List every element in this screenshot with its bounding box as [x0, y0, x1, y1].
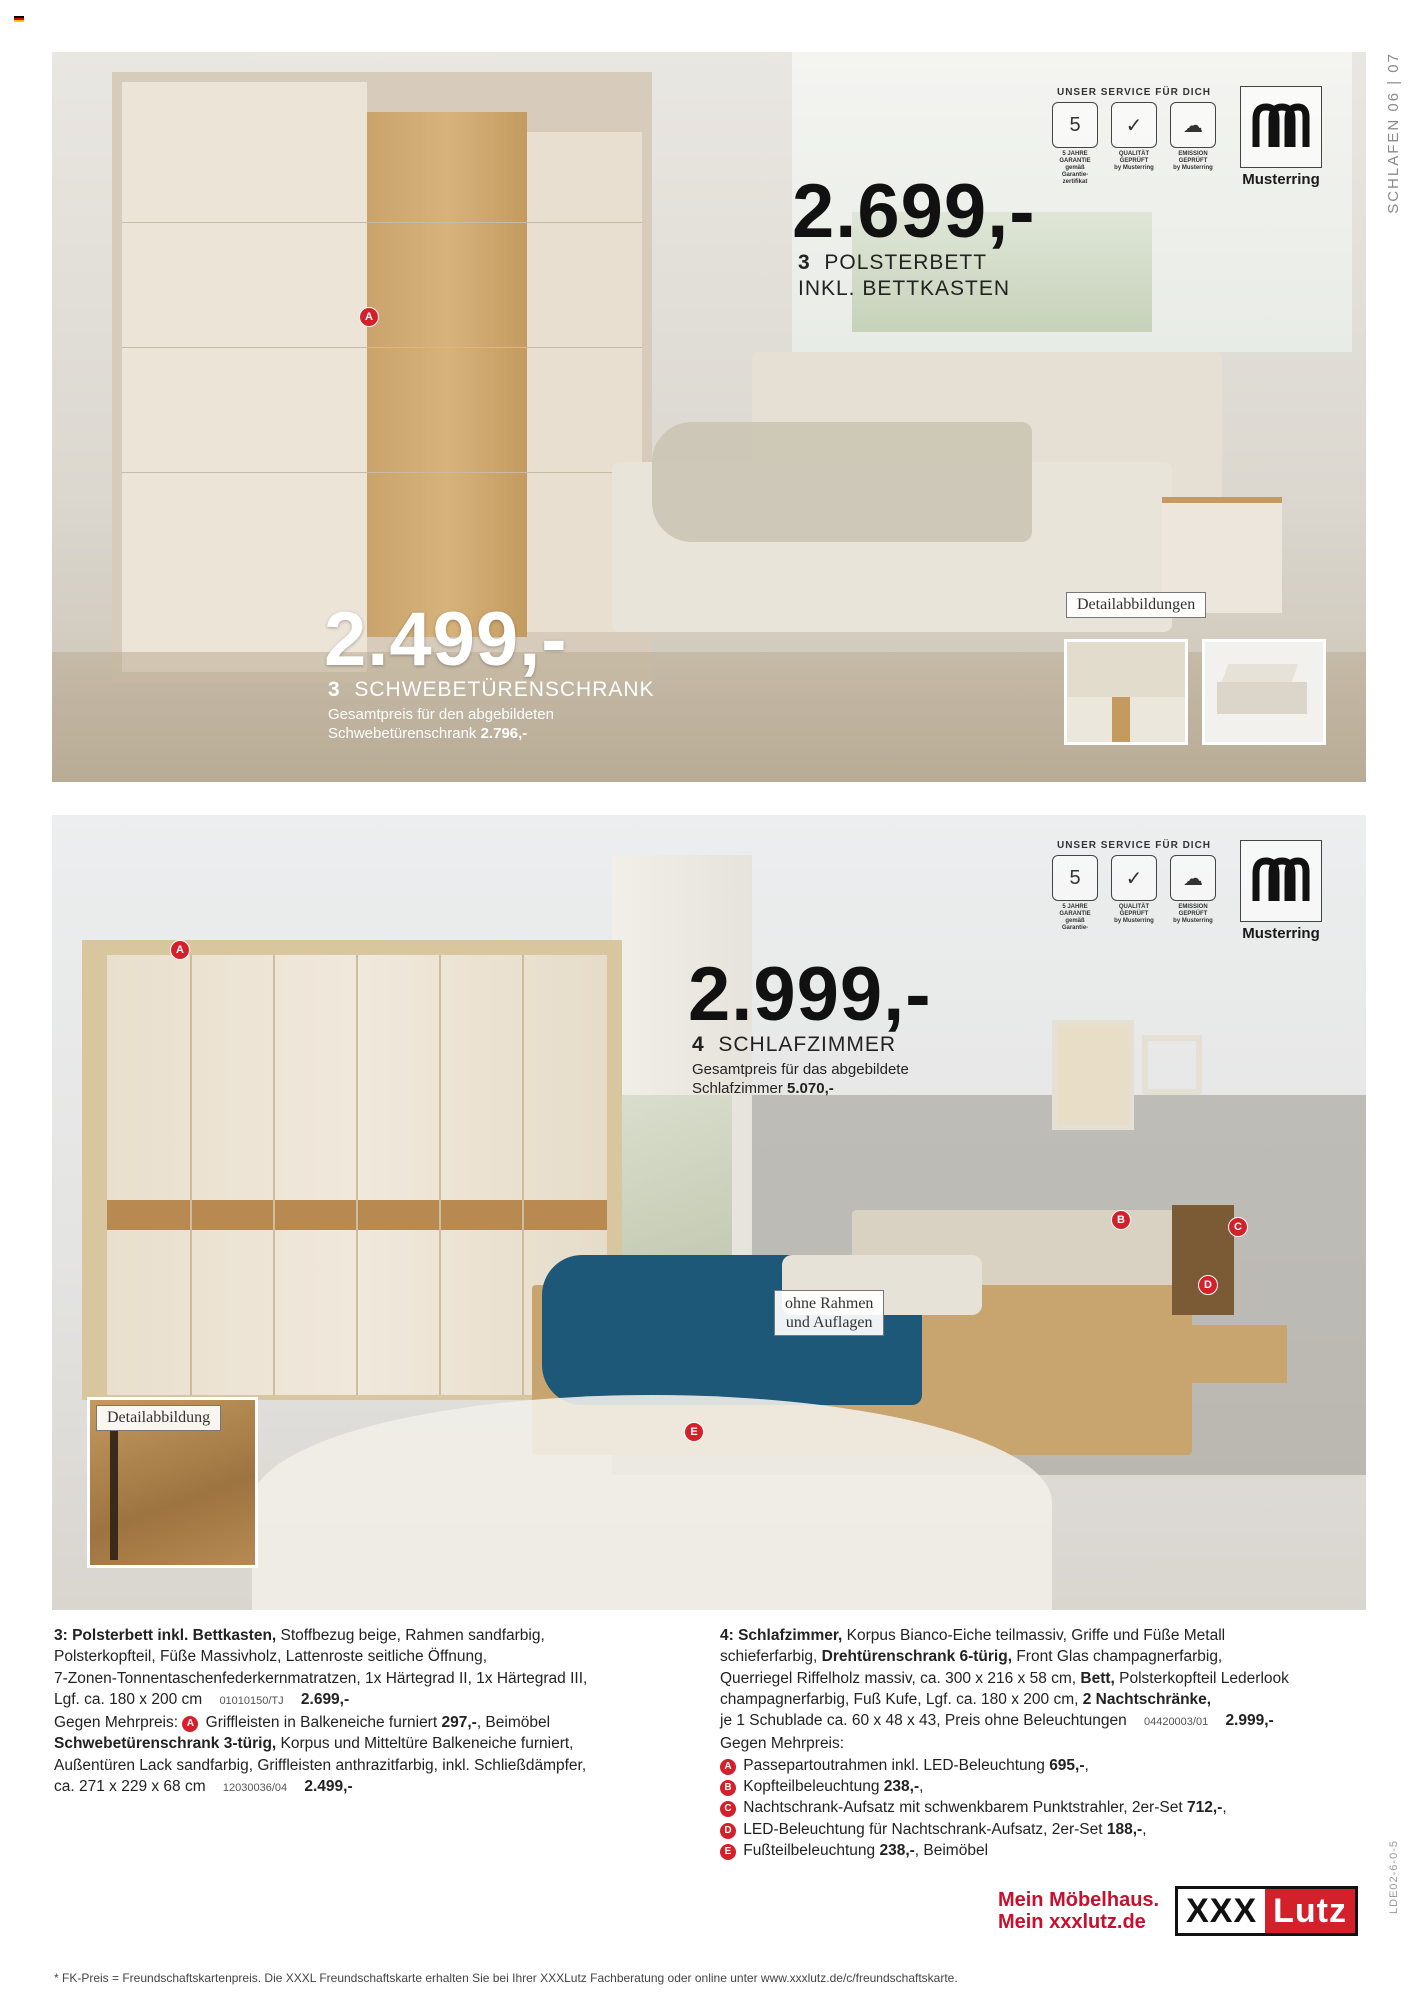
wall-frame: [1142, 1035, 1202, 1095]
service-title: UNSER SERVICE FÜR DICH: [1056, 87, 1212, 98]
quality-icon: ✓: [1111, 102, 1157, 148]
musterring-logo-2: Musterring: [1238, 840, 1324, 942]
xxxlutz-logo: XXX Lutz: [1175, 1886, 1358, 1936]
price-bed: 2.699,-: [792, 169, 1036, 254]
product-bedroom: 4 SCHLAFZIMMER: [692, 1033, 897, 1056]
service-badges-2: UNSER SERVICE FÜR DICH 5 5 JAHRE GARANTIE gemäß Garantie- ✓ QUALITÄT GEPRÜFT by Musterring ☁ EMISSION GEPRÜFT by Musterring: [1052, 840, 1216, 932]
emission-icon: ☁: [1170, 102, 1216, 148]
page-code: LDE02-6-0-5: [1388, 1840, 1400, 1914]
bedroom-photo-1: [52, 52, 1366, 782]
brand-slogan: Mein Möbelhaus. Mein xxxlutz.de: [997, 1889, 1160, 1933]
detail-label-2: Detailabbildung: [96, 1405, 221, 1431]
nightstand-panel: [1172, 1205, 1234, 1315]
marker-c: C: [1228, 1217, 1248, 1237]
marker-a: A: [359, 307, 379, 327]
detail-image-storage: [1202, 639, 1326, 745]
warranty-icon: 5: [1052, 855, 1098, 901]
quality-icon: ✓: [1111, 855, 1157, 901]
service-badges: UNSER SERVICE FÜR DICH 5 5 JAHRE GARANTIE gemäß Garantie- zertifikat ✓ QUALITÄT GEPRÜFT by Musterring ☁ EMISSION GEPRÜFT by Musterring: [1052, 87, 1216, 186]
product-wardrobe: 3 SCHWEBETÜRENSCHRANK: [328, 678, 655, 701]
nightstand-2: [1142, 1325, 1287, 1383]
wall-picture: [1052, 1020, 1134, 1130]
product-bed: 3 POLSTERBETT INKL. BETTKASTEN: [798, 251, 1011, 300]
description-left: 3: Polsterbett inkl. Bettkasten, Stoffbezug beige, Rahmen sandfarbig, Polsterkopfteil, Füße Massivholz, Lattenroste seitliche Öffnung, 7-Zonen-Tonnentaschenfederkernmatratzen, 1x Härtegrad II, 1x Härtegrad III, Lgf. ca. 180 x 200 cm 01010150/TJ 2.699,- Gegen Mehrpreis: A Griffleisten in Balkeneiche furniert 297,-, Beimöbel Schwebetürenschrank 3-türig, Korpus und Mitteltüre Balkeneiche furniert, Außentüren Lack sandfarbig, Griffleisten anthrazitfarbig, inkl. Schließdämpfer, ca. 271 x 229 x 68 cm 12030036/04 2.499,-: [54, 1627, 588, 1796]
marker-e: E: [684, 1422, 704, 1442]
xxxlutz-brand: [998, 1886, 1358, 1936]
emission-icon: ☁: [1170, 855, 1216, 901]
bedroom-photo-2: [52, 815, 1366, 1610]
detail-image-fabric: [1064, 639, 1188, 745]
flag-icon: [14, 16, 24, 23]
marker-a-2: A: [170, 940, 190, 960]
price-bedroom: 2.999,-: [688, 952, 932, 1037]
musterring-text: Musterring: [1242, 171, 1320, 188]
description-right: 4: Schlafzimmer, Korpus Bianco-Eiche teilmassiv, Griffe und Füße Metall schieferfarbig, Drehtürenschrank 6-türig, Front Glas champagnerfarbig, Querriegel Riffelholz massiv, ca. 300 x 216 x 58 cm, Bett, Polsterkopfteil Lederlook champagnerfarbig, Fuß Kufe, Lgf. ca. 180 x 200 cm, 2 Nachtschränke, je 1 Schublade ca. 60 x 48 x 43, Preis ohne Beleuchtungen 04420003/01 2.999,- Gegen Mehrpreis: A Passepartoutrahmen inkl. LED-Beleuchtung 695,-, B Kopfteilbeleuchtung 238,-, C Nachtschrank-Aufsatz mit schwenkbarem Punktstrahler, 2er-Set 712,-, D LED-Beleuchtung für Nachtschrank-Aufsatz, 2er-Set 188,-, E Fußteilbeleuchtung 238,-, Beimöbel: [720, 1627, 1289, 1859]
bedroom-total-note: Gesamtpreis für das abgebildete Schlafzimmer 5.070,-: [692, 1061, 909, 1097]
warranty-icon: 5: [1052, 102, 1098, 148]
detail-label-1: Detailabbildungen: [1066, 592, 1206, 618]
wardrobe-total-note: Gesamtpreis für den abgebildeten Schwebetürenschrank 2.796,-: [328, 706, 554, 742]
marker-d: D: [1198, 1275, 1218, 1295]
price-wardrobe: 2.499,-: [324, 597, 568, 682]
musterring-logo: [1238, 86, 1324, 188]
footnote: * FK-Preis = Freundschaftskartenpreis. Die XXXL Freundschaftskarte erhalten Sie bei Ihrer XXXLutz Fachberatung oder online unter www.xxxlutz.de/c/freundschaftskarte.: [54, 1971, 958, 1985]
section-label: SCHLAFEN 06 | 07: [1385, 52, 1402, 214]
marker-b: B: [1111, 1210, 1131, 1230]
without-frame-label: ohne Rahmen und Auflagen: [774, 1290, 884, 1336]
